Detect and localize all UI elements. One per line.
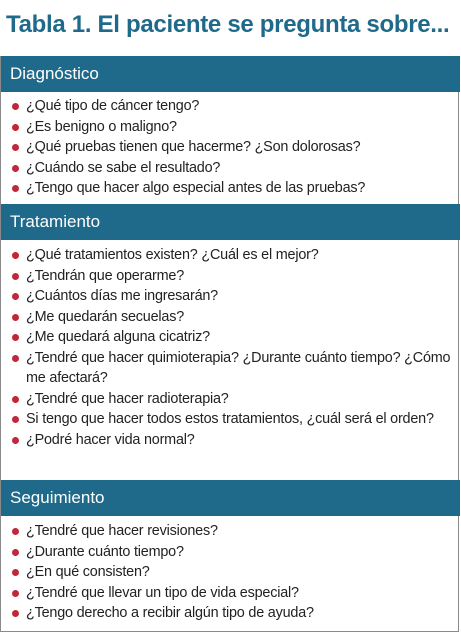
item-text: ¿Qué pruebas tienen que hacerme? ¿Son dolorosas? [26,139,361,155]
bullet-icon [12,416,19,423]
item-text: ¿Qué tipo de cáncer tengo? [26,98,200,114]
list-item [1,158,460,179]
list-item [1,327,460,348]
item-text: ¿Tendré que hacer radioterapia? [26,390,229,407]
item-text: Si tengo que hacer todos estos tratamientos, ¿cuál será el orden? [26,411,434,427]
item-text: ¿Es benigno o maligno? [26,118,177,135]
list-item [1,307,460,328]
list-item [1,348,460,389]
bullet-icon [12,103,19,110]
list-item [1,430,460,451]
list-item [1,137,460,158]
list-item [1,389,460,410]
bullet-icon [12,252,19,259]
section-header-seguimiento: Seguimiento [1,480,460,516]
bullet-icon [12,334,19,341]
item-text: ¿Cuándo se sabe el resultado? [26,159,221,176]
item-text: ¿Tendré que hacer quimioterapia? ¿Durante cuánto tiempo? ¿Cómo me afectará? [26,349,451,386]
item-text: ¿Durante cuánto tiempo? [26,543,184,560]
item-text: ¿Qué tratamientos existen? ¿Cuál es el mejor? [26,247,319,263]
questions-table [0,56,459,632]
bullet-icon [12,396,19,403]
bullet-icon [12,165,19,172]
list-item [1,96,460,117]
item-text: ¿Tendré que llevar un tipo de vida especial? [26,584,299,601]
bullet-icon [12,610,19,617]
item-text: ¿Tendrán que operarme? [26,267,184,284]
bullet-icon [12,314,19,321]
bullet-icon [12,355,19,362]
item-text: ¿Podré hacer vida normal? [26,431,195,448]
bullet-icon [12,185,19,192]
list-item [1,542,460,563]
list-item [1,178,460,199]
list-item [1,583,460,604]
section-header-diagnostico: Diagnóstico [1,56,460,92]
list-item [1,266,460,287]
list-item [1,521,460,542]
item-text: ¿Me quedará alguna cicatriz? [26,329,210,345]
section-header-tratamiento: Tratamiento [1,204,460,240]
list-item [1,603,460,624]
list-item [1,409,460,430]
item-text: ¿Cuántos días me ingresarán? [26,288,218,304]
bullet-icon [12,293,19,300]
item-text: ¿Tengo derecho a recibir algún tipo de ayuda? [26,605,314,621]
section-list-tratamiento [1,245,460,450]
section-list-diagnostico [1,96,460,199]
bullet-icon [12,528,19,535]
bullet-icon [12,590,19,597]
bullet-icon [12,549,19,556]
item-text: ¿Tengo que hacer algo especial antes de las pruebas? [26,180,366,196]
item-text: ¿Me quedarán secuelas? [26,308,184,325]
item-text: ¿Tendré que hacer revisiones? [26,523,218,539]
bullet-icon [12,569,19,576]
bullet-icon [12,124,19,131]
list-item [1,245,460,266]
list-item [1,117,460,138]
bullet-icon [12,437,19,444]
bullet-icon [12,273,19,280]
section-list-seguimiento [1,521,460,624]
bullet-icon [12,144,19,151]
list-item [1,562,460,583]
item-text: ¿En qué consisten? [26,564,150,580]
table-title: Tabla 1. El paciente se pregunta sobre... [6,11,450,38]
list-item [1,286,460,307]
